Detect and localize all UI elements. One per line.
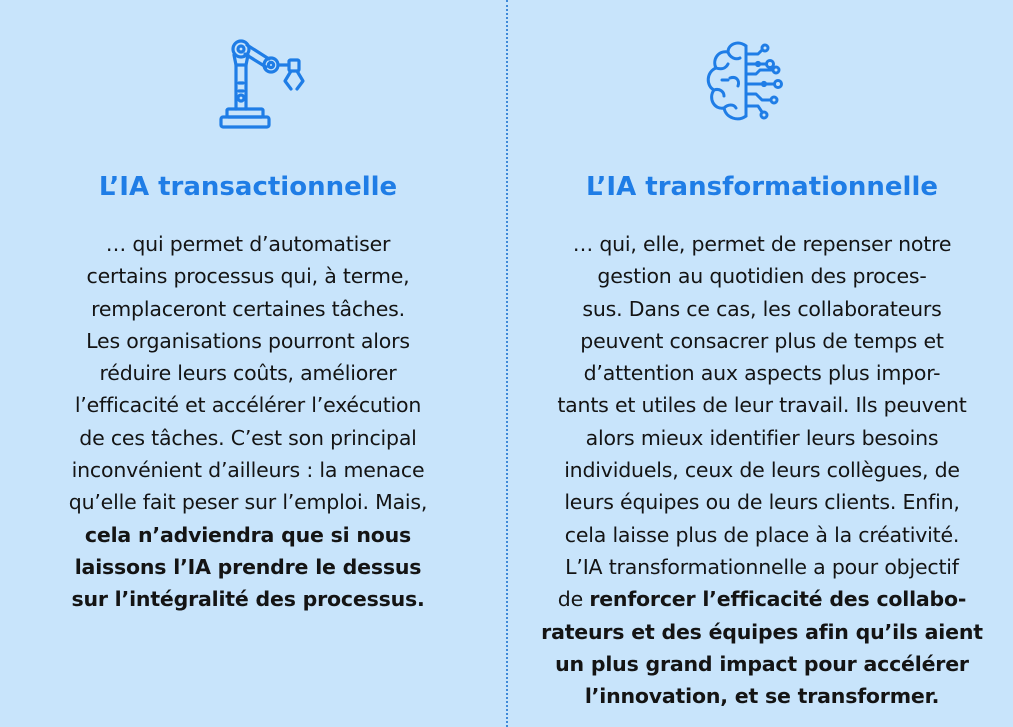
bold-text: l’innovation, et se transformer.: [584, 684, 940, 709]
body-line: leurs équipes ou de leurs clients. Enfin,: [564, 490, 960, 515]
section-body: [526, 228, 998, 712]
body-line: L’IA transformationnelle a pour objectif: [565, 554, 959, 579]
section-title: L’IA transactionnelle: [98, 172, 398, 202]
body-line: alors mieux identifier leurs besoins: [585, 425, 939, 450]
body-line: de ces tâches. C’est son principal: [79, 425, 417, 450]
robotic-arm-icon: [217, 35, 313, 131]
body-line-bold: [526, 616, 998, 648]
body-line: sus. Dans ce cas, les collaborateurs: [582, 296, 942, 321]
body-line: individuels, ceux de leurs collègues, de: [564, 458, 960, 483]
bold-text: sur l’intégralité des processus.: [71, 587, 425, 612]
bold-text: cela n’adviendra que si nous: [84, 522, 412, 547]
body-line: peuvent consacrer plus de temps et: [580, 328, 944, 353]
body-line-bold: [24, 519, 472, 551]
body-line: qu’elle fait peser sur l’emploi. Mais,: [68, 490, 428, 515]
body-line: réduire leurs coûts, améliorer: [99, 361, 397, 386]
body-line-bold: [24, 583, 472, 615]
section-title: L’IA transformationnelle: [585, 172, 939, 202]
body-line: cela laisse plus de place à la créativité.: [564, 522, 960, 547]
bold-text: renforcer l’efficacité des collabo-: [589, 587, 967, 612]
body-line: … qui, elle, permet de repenser notre: [572, 232, 952, 256]
body-line: Les organisations pourront alors: [86, 328, 410, 353]
bold-text: rateurs et des équipes afin qu’ils aient: [541, 619, 983, 644]
column-divider: [506, 0, 508, 727]
body-line-bold: [526, 680, 998, 712]
body-line: remplaceront certaines tâches.: [91, 296, 405, 321]
section-body: [24, 228, 472, 616]
body-line: tants et utiles de leur travail. Ils peuvent: [557, 393, 967, 418]
bold-text: laissons l’IA prendre le dessus: [74, 554, 422, 579]
body-line-mixed: [526, 583, 998, 615]
body-line: d’attention aux aspects plus impor-: [583, 361, 941, 386]
bold-text: un plus grand impact pour accélérer: [555, 651, 969, 676]
body-line-bold: [24, 551, 472, 583]
body-line: gestion au quotidien des proces-: [597, 264, 927, 289]
ai-brain-circuit-icon: [700, 38, 792, 130]
body-line: … qui permet d’automatiser: [105, 232, 391, 256]
body-line-bold: [526, 648, 998, 680]
body-line: l’efficacité et accélérer l’exécution: [74, 393, 422, 418]
body-line: inconvénient d’ailleurs : la menace: [71, 458, 425, 483]
body-line: certains processus qui, à terme,: [86, 264, 410, 289]
plain-text: de: [557, 587, 590, 612]
